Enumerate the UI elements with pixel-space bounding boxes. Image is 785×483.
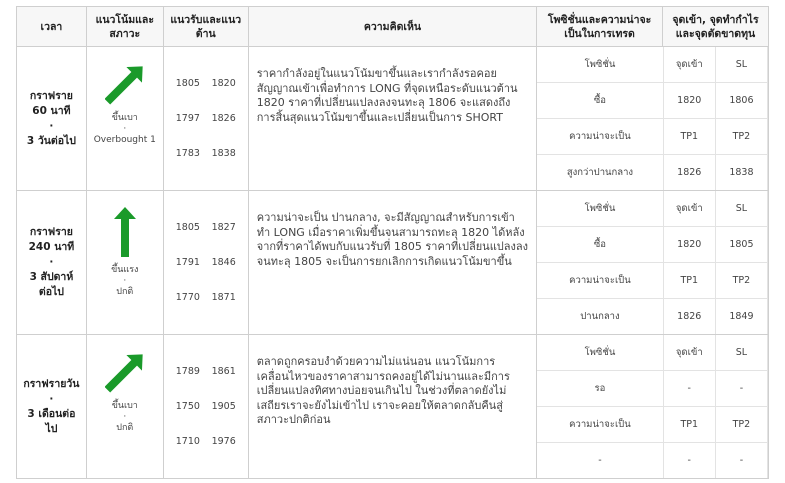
- trend-state-line: ขึ้นเบา: [111, 112, 138, 123]
- timeframe-line: 3 เดือนต่อ: [27, 407, 76, 420]
- position-table: [537, 335, 768, 478]
- timeframe-line: ต่อไป: [38, 286, 64, 298]
- position-value: TP1: [663, 119, 715, 155]
- position-label: โพซิชั่น: [537, 191, 663, 227]
- trend-state-line: ขึ้นเบา: [111, 400, 138, 411]
- position-value: -: [663, 443, 715, 479]
- support-level: 1805: [175, 222, 200, 233]
- level-pair: [164, 424, 248, 459]
- position-cell: [537, 47, 769, 191]
- trend-state-line: ปกติ: [116, 286, 134, 297]
- trend-state: [112, 401, 138, 434]
- trend-arrow-icon: [105, 207, 145, 257]
- levels-cell: [163, 47, 248, 191]
- levels-cell: [163, 335, 248, 479]
- trend-arrow-icon: [105, 63, 145, 105]
- position-value: SL: [715, 191, 767, 227]
- header-time: เวลา: [17, 7, 87, 47]
- level-pair: [164, 245, 248, 280]
- position-value: SL: [715, 335, 767, 371]
- forecast-row: [17, 191, 769, 335]
- support-level: 1789: [175, 366, 200, 377]
- position-value: จุดเข้า: [663, 47, 715, 83]
- comment-cell: ราคากำลังอยู่ในแนวโน้มขาขึ้นและเรากำลังรอคอยสัญญาณเข้าเพื่อทำการ LONG ที่จุดเหนือระดับแนวต้าน 1820 ราคาที่เปลี่ยนแปลงลงจนทะลุ 1806 จะแสดงถึงการสิ้นสุดแนวโน้มขาขึ้นและเปลี่ยนเป็นการ SHORT: [248, 47, 536, 191]
- position-row: [537, 155, 767, 191]
- header-entry-label: จุดเข้า, จุดทำกำไรและจุดตัดขาดทุน: [672, 13, 759, 40]
- position-row: [537, 407, 767, 443]
- position-value: -: [663, 371, 715, 407]
- trend-arrow-icon: [105, 351, 145, 393]
- forecast-table: [16, 6, 769, 479]
- forecast-row: [17, 47, 769, 191]
- timeframe-cell: [17, 47, 87, 191]
- resistance-level: 1820: [211, 78, 236, 89]
- position-value: 1826: [663, 155, 715, 191]
- position-value: 1806: [715, 83, 767, 119]
- level-pair: [164, 101, 248, 136]
- timeframe-line: กราฟราย: [29, 89, 73, 102]
- position-row: [537, 227, 767, 263]
- position-label: ปานกลาง: [537, 299, 663, 335]
- position-label: รอ: [537, 371, 663, 407]
- resistance-level: 1871: [211, 292, 236, 303]
- position-label: สูงกว่าปานกลาง: [537, 155, 663, 191]
- position-row: [537, 335, 767, 371]
- trend-state-line: ·: [123, 411, 127, 422]
- trend-state-line: Overbought 1: [93, 134, 156, 145]
- position-label: ความน่าจะเป็น: [537, 407, 663, 443]
- position-value: 1838: [715, 155, 767, 191]
- timeframe-line: 60 นาที: [32, 104, 71, 117]
- forecast-row: [17, 335, 769, 479]
- position-label: ความน่าจะเป็น: [537, 263, 663, 299]
- position-value: TP1: [663, 263, 715, 299]
- timeframe-line: ·: [49, 392, 54, 405]
- support-level: 1797: [175, 113, 200, 124]
- timeframe-line: ไป: [45, 422, 58, 435]
- position-value: TP1: [663, 407, 715, 443]
- position-value: -: [715, 371, 767, 407]
- position-label: ซื้อ: [537, 227, 663, 263]
- trend-state: [111, 265, 138, 298]
- position-value: 1820: [663, 83, 715, 119]
- timeframe-line: 3 วันต่อไป: [26, 134, 76, 147]
- resistance-level: 1976: [211, 436, 236, 447]
- position-cell: [537, 335, 769, 479]
- trend-state-line: ·: [123, 123, 127, 134]
- position-value: 1805: [715, 227, 767, 263]
- position-value: -: [715, 443, 767, 479]
- position-row: [537, 443, 767, 479]
- support-level: 1791: [175, 257, 200, 268]
- position-row: [537, 83, 767, 119]
- position-value: จุดเข้า: [663, 335, 715, 371]
- support-level: 1805: [175, 78, 200, 89]
- position-label: โพซิชั่น: [537, 335, 663, 371]
- position-value: TP2: [715, 263, 767, 299]
- level-pair: [164, 136, 248, 171]
- header-position: [537, 7, 769, 47]
- position-row: [537, 299, 767, 335]
- position-label: ซื้อ: [537, 83, 663, 119]
- position-value: TP2: [715, 407, 767, 443]
- position-value: 1849: [715, 299, 767, 335]
- header-position-label: โพซิชั่นและความน่าจะเป็นในการเทรด: [537, 7, 663, 46]
- trend-state-line: ปกติ: [116, 422, 134, 433]
- timeframe-line: กราฟรายวัน: [23, 377, 80, 390]
- position-value: 1826: [663, 299, 715, 335]
- position-value: SL: [715, 47, 767, 83]
- resistance-level: 1826: [211, 113, 236, 124]
- timeframe-line: 3 สัปดาห์: [29, 271, 74, 283]
- position-label: ความน่าจะเป็น: [537, 119, 663, 155]
- position-table: [537, 191, 768, 334]
- resistance-level: 1846: [211, 257, 236, 268]
- comment-cell: ความน่าจะเป็น ปานกลาง, จะมีสัญญาณสำหรับการเข้าทำ LONG เมื่อราคาเพิ่มขึ้นจนสามารถทะลุ 1820 ได้หลังจากที่ราคาได้พบกับแนวรับที่ 1805 ราคาที่เปลี่ยนแปลงลงจนทะลุ 1805 จะเป็นการยกเลิกการเกิดแนวโน้มขาขึ้น: [248, 191, 536, 335]
- trend-state-line: ·: [123, 275, 127, 286]
- position-label: โพซิชั่น: [537, 47, 663, 83]
- resistance-level: 1861: [211, 366, 236, 377]
- timeframe-line: ·: [49, 119, 54, 132]
- position-label: -: [537, 443, 663, 479]
- position-value: TP2: [715, 119, 767, 155]
- level-pair: [164, 66, 248, 101]
- trend-cell: [86, 191, 163, 335]
- trend-state-line: ขึ้นแรง: [111, 264, 139, 275]
- position-row: [537, 263, 767, 299]
- timeframe-cell: [17, 191, 87, 335]
- support-level: 1770: [175, 292, 200, 303]
- trend-cell: [86, 47, 163, 191]
- header-comment: ความคิดเห็น: [248, 7, 536, 47]
- position-row: [537, 119, 767, 155]
- trend-cell: [86, 335, 163, 479]
- header-trend: แนวโน้มและสภาวะ: [86, 7, 163, 47]
- support-level: 1750: [175, 401, 200, 412]
- position-row: [537, 191, 767, 227]
- comment-cell: ตลาดถูกครอบงำด้วยความไม่แน่นอน แนวโน้มการเคลื่อนไหวของราคาสามารถคงอยู่ได้ไม่นานและมีการเปลี่ยนแปลงทิศทางบ่อยจนเกินไป ในช่วงที่ตลาดยังไม่เสถียรเราจะยังไม่เข้าไป เราจะคอยให้ตลาดกลับคืนสู่สภาวะปกติก่อน: [248, 335, 536, 479]
- resistance-level: 1905: [211, 401, 236, 412]
- support-level: 1783: [175, 148, 200, 159]
- timeframe-line: ·: [49, 256, 54, 268]
- trend-state: [94, 113, 156, 146]
- position-row: [537, 47, 767, 83]
- level-pair: [164, 354, 248, 389]
- timeframe-line: กราฟราย: [29, 226, 73, 238]
- position-cell: [537, 191, 769, 335]
- position-value: จุดเข้า: [663, 191, 715, 227]
- position-value: 1820: [663, 227, 715, 263]
- support-level: 1710: [175, 436, 200, 447]
- level-pair: [164, 389, 248, 424]
- timeframe-cell: [17, 335, 87, 479]
- timeframe-line: 240 นาที: [28, 241, 75, 253]
- position-row: [537, 371, 767, 407]
- resistance-level: 1838: [211, 148, 236, 159]
- levels-cell: [163, 191, 248, 335]
- resistance-level: 1827: [211, 222, 236, 233]
- level-pair: [164, 280, 248, 315]
- position-table: [537, 47, 768, 190]
- level-pair: [164, 210, 248, 245]
- header-levels: แนวรับและแนวต้าน: [163, 7, 248, 47]
